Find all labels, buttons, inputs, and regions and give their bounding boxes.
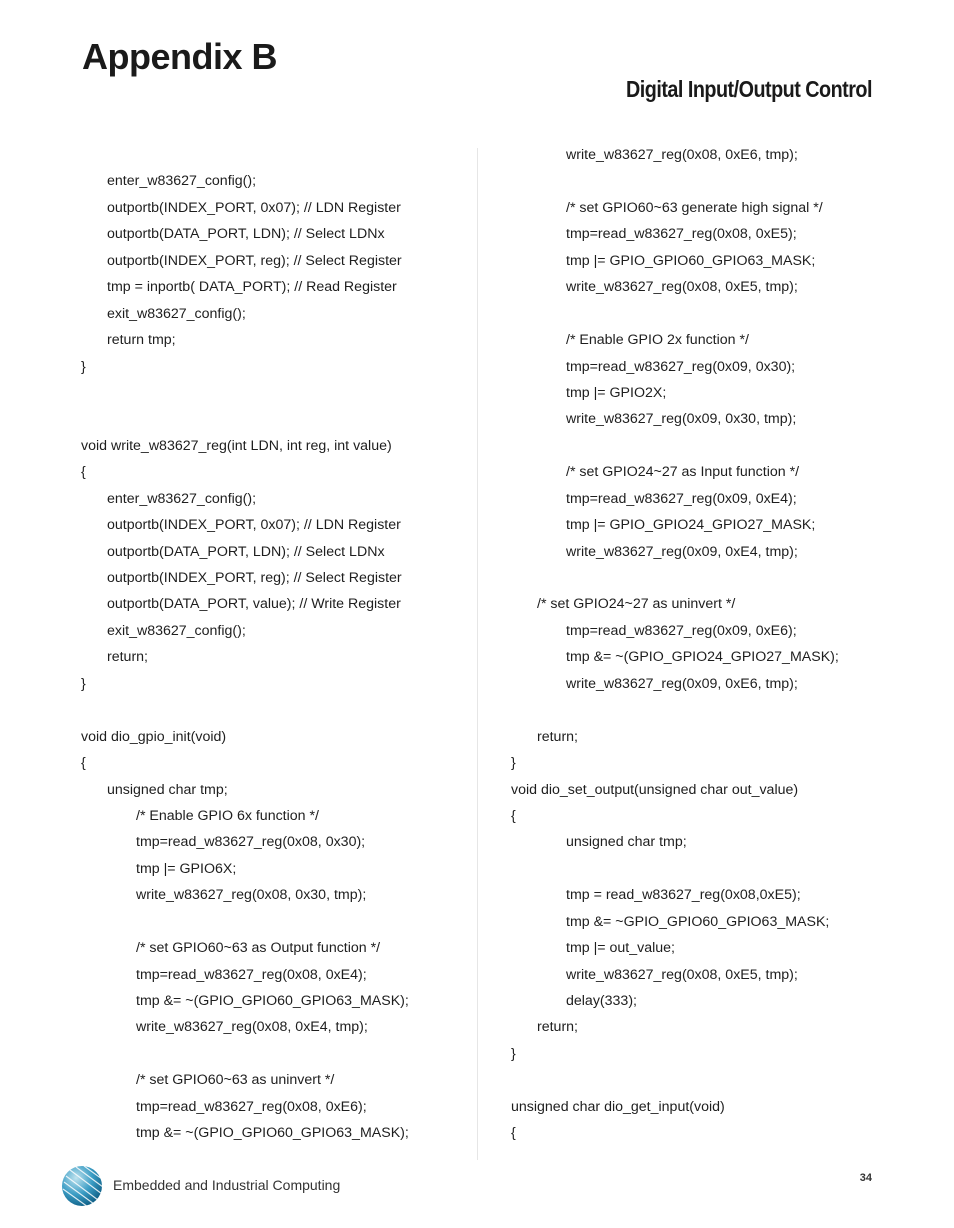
code-line xyxy=(81,697,461,723)
code-line: tmp=read_w83627_reg(0x09, 0xE4); xyxy=(566,490,797,507)
code-column-right xyxy=(511,142,891,1147)
code-line: } xyxy=(81,358,86,375)
code-line: unsigned char dio_get_input(void) xyxy=(511,1098,725,1115)
code-line: tmp |= GPIO6X; xyxy=(136,860,237,877)
code-line: outportb(DATA_PORT, LDN); // Select LDNx xyxy=(107,226,385,243)
code-line: tmp |= GPIO_GPIO60_GPIO63_MASK; xyxy=(566,252,816,269)
code-line: outportb(INDEX_PORT, reg); // Select Register xyxy=(107,252,402,269)
code-line: } xyxy=(81,675,86,692)
code-line: write_w83627_reg(0x08, 0xE4, tmp); xyxy=(136,1019,368,1036)
code-line: write_w83627_reg(0x09, 0xE6, tmp); xyxy=(566,675,798,692)
code-line: write_w83627_reg(0x08, 0xE6, tmp); xyxy=(566,147,798,163)
section-title: Digital Input/Output Control xyxy=(626,76,872,102)
appendix-title: Appendix B xyxy=(82,36,278,77)
code-line xyxy=(81,380,461,406)
code-line: outportb(INDEX_PORT, 0x07); // LDN Register xyxy=(107,199,401,216)
code-line: tmp=read_w83627_reg(0x08, 0xE6); xyxy=(136,1098,367,1115)
code-line: write_w83627_reg(0x08, 0xE5, tmp); xyxy=(566,279,798,296)
code-line: return; xyxy=(537,1019,579,1036)
code-line xyxy=(511,697,891,723)
code-line: enter_w83627_config(); xyxy=(107,490,257,507)
code-line: write_w83627_reg(0x08, 0x30, tmp); xyxy=(136,887,367,904)
code-line: tmp &= ~(GPIO_GPIO24_GPIO27_MASK); xyxy=(566,649,839,666)
code-line: /* Enable GPIO 2x function */ xyxy=(566,332,749,349)
code-line xyxy=(511,301,891,327)
code-line: tmp |= out_value; xyxy=(566,940,675,957)
code-line: } xyxy=(511,1045,516,1062)
code-line: exit_w83627_config(); xyxy=(107,305,246,322)
code-line: /* Enable GPIO 6x function */ xyxy=(136,807,319,824)
code-line: void dio_set_output(unsigned char out_value) xyxy=(511,781,799,798)
code-line xyxy=(511,433,891,459)
code-line: unsigned char tmp; xyxy=(566,834,687,851)
code-line: outportb(INDEX_PORT, 0x07); // LDN Register xyxy=(107,517,401,534)
code-line xyxy=(511,565,891,591)
code-line: tmp=read_w83627_reg(0x08, 0xE4); xyxy=(136,966,367,983)
code-line: return; xyxy=(537,728,579,745)
code-line: void write_w83627_reg(int LDN, int reg, int value) xyxy=(81,437,392,454)
code-line: return tmp; xyxy=(107,332,176,349)
code-line: tmp &= ~(GPIO_GPIO60_GPIO63_MASK); xyxy=(136,1125,409,1142)
code-line: write_w83627_reg(0x08, 0xE5, tmp); xyxy=(566,966,798,983)
code-line: enter_w83627_config(); xyxy=(107,173,257,190)
code-line: tmp = read_w83627_reg(0x08,0xE5); xyxy=(566,887,801,904)
footer-company-tagline: Embedded and Industrial Computing xyxy=(113,1177,341,1193)
code-line: write_w83627_reg(0x09, 0x30, tmp); xyxy=(566,411,797,428)
code-line: tmp=read_w83627_reg(0x08, 0xE5); xyxy=(566,226,797,243)
code-line: tmp |= GPIO2X; xyxy=(566,384,667,401)
code-line xyxy=(81,1041,461,1067)
code-line: write_w83627_reg(0x09, 0xE4, tmp); xyxy=(566,543,798,560)
column-divider xyxy=(477,148,478,1160)
code-line: { xyxy=(81,755,86,772)
code-line: tmp = inportb( DATA_PORT); // Read Register xyxy=(107,279,397,296)
code-line: /* set GPIO60~63 as uninvert */ xyxy=(136,1072,335,1089)
code-line xyxy=(81,406,461,432)
code-line: /* set GPIO60~63 as Output function */ xyxy=(136,940,381,957)
code-line: unsigned char tmp; xyxy=(107,781,228,798)
code-line: tmp=read_w83627_reg(0x09, 0xE6); xyxy=(566,622,797,639)
code-line: { xyxy=(511,807,516,824)
code-line: exit_w83627_config(); xyxy=(107,622,246,639)
code-line: tmp &= ~(GPIO_GPIO60_GPIO63_MASK); xyxy=(136,993,409,1009)
code-line xyxy=(511,856,891,882)
code-line xyxy=(81,142,461,168)
code-line: tmp=read_w83627_reg(0x08, 0x30); xyxy=(136,834,366,851)
code-line: tmp &= ~GPIO_GPIO60_GPIO63_MASK; xyxy=(566,913,830,930)
code-line: tmp=read_w83627_reg(0x09, 0x30); xyxy=(566,358,796,375)
code-line: outportb(DATA_PORT, value); // Write Register xyxy=(107,596,401,613)
code-line: } xyxy=(511,755,516,772)
page-number: 34 xyxy=(859,1172,872,1184)
code-line: /* set GPIO24~27 as Input function */ xyxy=(566,464,800,481)
code-line: return; xyxy=(107,649,149,666)
code-line: /* set GPIO60~63 generate high signal */ xyxy=(566,199,823,216)
code-line xyxy=(511,1067,891,1093)
code-column-left xyxy=(81,142,461,1147)
code-line: outportb(INDEX_PORT, reg); // Select Register xyxy=(107,570,402,586)
code-line: /* set GPIO24~27 as uninvert */ xyxy=(537,596,736,613)
code-line: outportb(DATA_PORT, LDN); // Select LDNx xyxy=(107,543,385,560)
code-line: delay(333); xyxy=(566,993,637,1009)
code-line: void dio_gpio_init(void) xyxy=(81,728,227,745)
code-line: { xyxy=(81,464,86,481)
globe-logo-icon xyxy=(60,1164,104,1208)
code-line: { xyxy=(511,1125,516,1142)
code-line xyxy=(511,168,891,194)
code-line xyxy=(81,909,461,935)
code-line: tmp |= GPIO_GPIO24_GPIO27_MASK; xyxy=(566,517,816,534)
